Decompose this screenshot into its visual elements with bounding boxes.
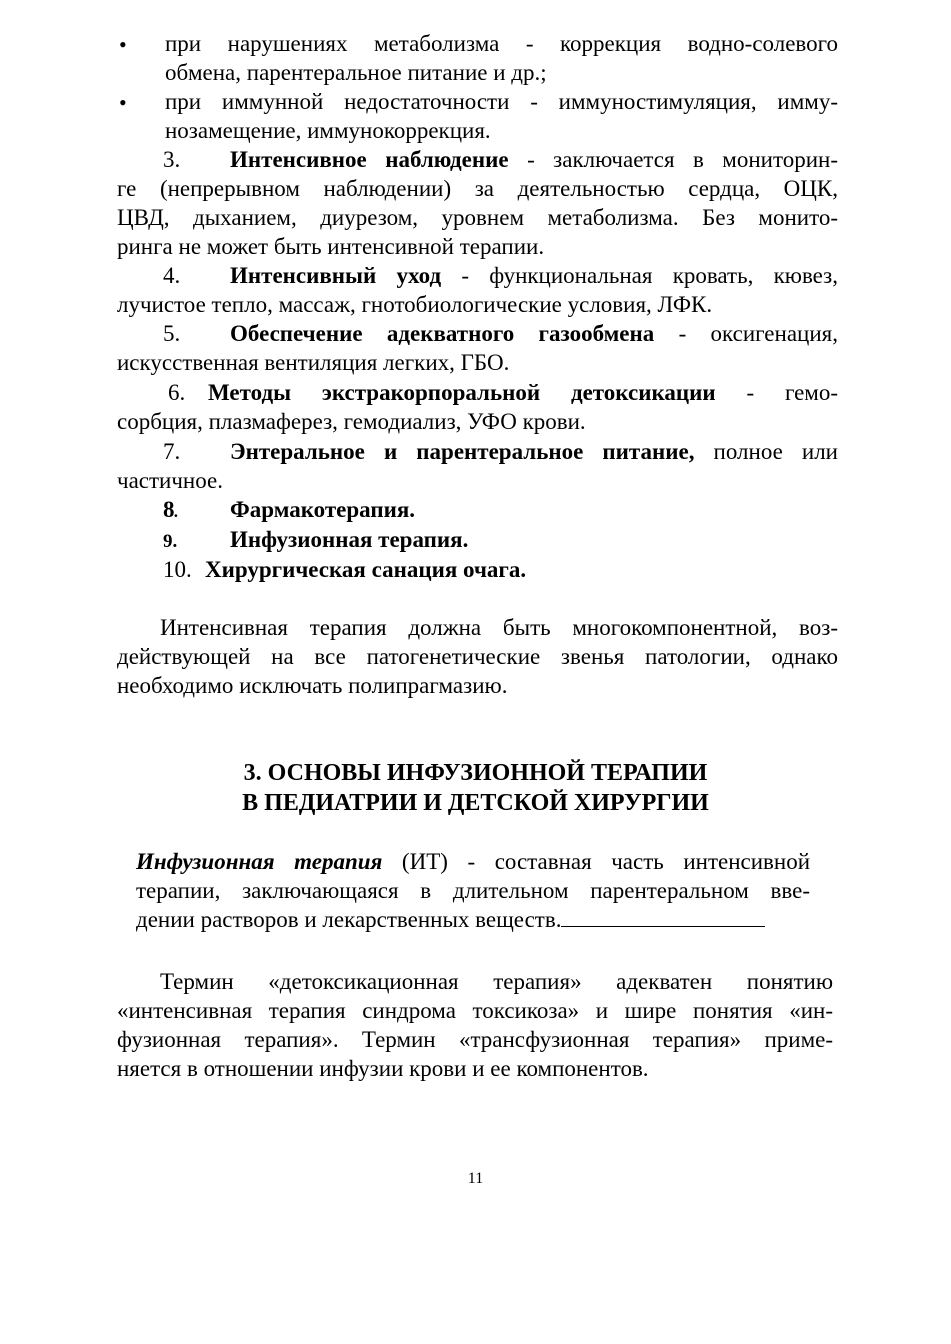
para-2-line-2: «интенсивная терапия синдрома токсикоза» и шире понятия «ин- [117,998,833,1023]
item-title: Методы экстракорпоральной детоксикации [208,380,716,405]
para-2-line-1: Термин «детоксикационная терапия» адекватен понятию [160,969,833,994]
definition-line-1 [136,847,810,876]
item-9 [163,525,468,556]
item-text: полное или [694,439,838,464]
bullet-marker: • [119,32,127,57]
item-4-line-2: лучистое тепло, массаж, гнотобиологические условия, ЛФК. [117,292,713,317]
item-text: - заключается в мониторин- [508,147,838,172]
item-number: 5. [163,321,181,346]
section-heading-line-1: 3. ОСНОВЫ ИНФУЗИОННОЙ ТЕРАПИИ [243,760,708,786]
definition-term: Инфузионная терапия [136,849,383,874]
item-title: Фармакотерапия. [230,497,416,522]
bullet-2-line-2: нозамещение, иммунокоррекция. [165,118,491,143]
item-number: 9. [163,531,178,552]
item-number: 4. [163,263,181,288]
bullet-1-line-2: обмена, парентеральное питание и др.; [165,60,547,85]
fill-underline [561,906,765,927]
item-title: Интенсивное наблюдение [230,147,509,172]
item-number: 3. [163,147,181,172]
definition-text: (ИТ) - составная часть интенсивной [382,849,811,874]
item-text: - гемо- [715,380,838,405]
item-3-line-3: ЦВД, дыханием, диурезом, уровнем метаболизма. Без монито- [117,205,838,230]
item-title: Интенсивный уход [230,263,442,288]
item-6-line-2: сорбция, плазмаферез, гемодиализ, УФО крови. [117,409,586,434]
item-7-line-2: частичное. [117,468,223,493]
para-1-line-2: действующей на все патогенетические звенья патологии, однако [117,644,838,669]
item-title: Инфузионная терапия. [230,527,469,552]
item-6-line-1 [117,378,838,407]
item-8 [163,495,415,524]
item-7-line-1 [117,437,838,466]
item-number: 6. [168,380,186,405]
item-10 [163,555,526,584]
definition-line-3 [136,905,765,934]
item-title: Энтеральное и парентеральное питание, [230,439,695,464]
item-3-line-1 [117,145,838,174]
item-5-line-2: искусственная вентиляция легких, ГБО. [117,350,510,375]
item-3-line-2: ге (непрерывном наблюдении) за деятельностью сердца, ОЦК, [117,176,838,201]
item-3-line-4: ринга не может быть интенсивной терапии. [117,234,545,259]
bullet-marker: • [119,90,127,115]
item-title: Обеспечение адекватного газообмена [230,321,655,346]
item-4-line-1 [117,261,838,290]
bullet-2-line-1: при иммунной недостаточности - иммуностимуляция, имму- [165,89,838,114]
para-1-line-3: необходимо исключать полипрагмазию. [117,673,508,698]
definition-text: дении растворов и лекарственных веществ. [136,907,562,932]
item-number: 10. [163,557,192,582]
para-2-line-3: фузионная терапия». Термин «трансфузионная терапия» приме- [117,1027,833,1052]
item-number: 7. [163,439,181,464]
item-number-dot: . [173,497,179,522]
section-heading-line-2: В ПЕДИАТРИИ И ДЕТСКОЙ ХИРУРГИИ [242,790,709,816]
item-number: 8 [163,497,175,522]
para-2-line-4: няется в отношении инфузии крови и ее компонентов. [117,1056,649,1081]
item-text: - функциональная кровать, кювез, [441,263,838,288]
page-number: 11 [467,1170,484,1187]
bullet-1-line-1: при нарушениях метаболизма - коррекция водно-солевого [165,31,838,56]
item-5-line-1 [117,319,838,348]
para-1-line-1: Интенсивная терапия должна быть многокомпонентной, воз- [160,615,838,640]
item-text: - оксигенация, [654,321,838,346]
item-title: Хирургическая санация очага. [205,557,527,582]
definition-line-2: терапии, заключающаяся в длительном парентеральном вве- [136,878,810,903]
